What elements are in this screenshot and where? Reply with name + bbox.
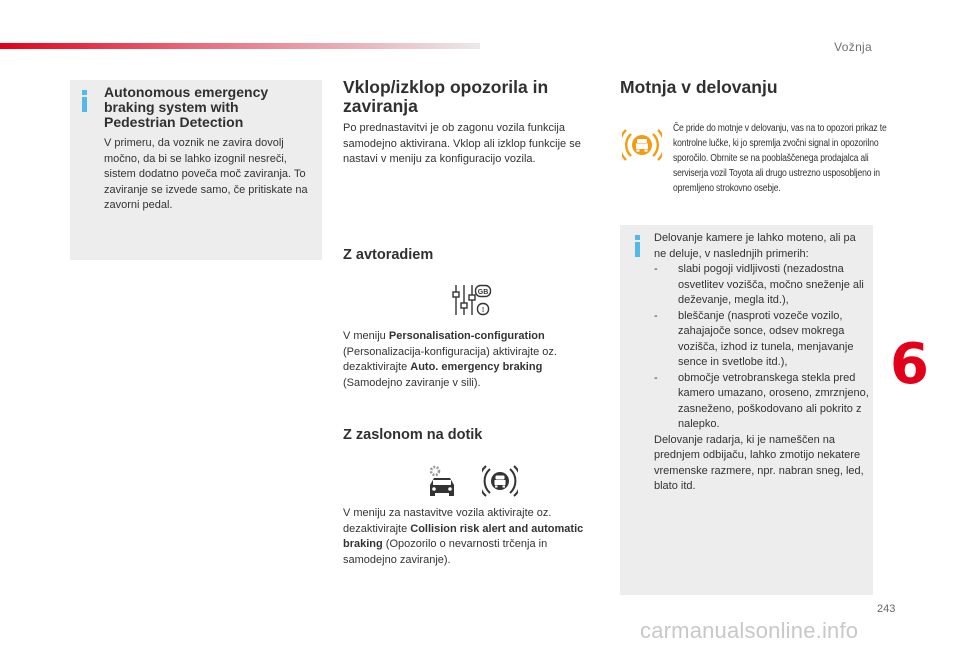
page-number: 243 (877, 603, 896, 615)
list-item (654, 309, 870, 371)
list-item-text: območje vetrobranskega stekla pred kamero umazano, oroseno, zmrznjeno, zasneženo, poškodovano ali pokrito z nalepko. (678, 371, 869, 430)
toggle-intro: Po prednastavitvi je ob zagonu vozila funkcija samodejno aktivirana. Vklop ali izklop funkcije se nastavi v meniju za konfiguracijo vozila. (343, 122, 581, 165)
badge-i: I (481, 306, 485, 314)
car-settings-icon (424, 463, 460, 497)
list-dash: - (654, 309, 658, 322)
list-dash: - (654, 263, 658, 275)
malfunction-warning-text: Če pride do motnje v delovanju, vas na to opozori prikaz te kontrolne lučke, ki jo spremlja zvočni signal in opozorilno sporočilo. Obrnite se na pooblaščenega prodajalca ali serviserja vozil Toyota ali drugo ustrezno usposobljeno in opremljeno strokovno osebje. (673, 123, 887, 194)
touch-text-2: (Opozorilo o nevarnosti trčenja in samodejno zaviranje). (343, 538, 548, 566)
camera-intro: Delovanje kamere je lahko moteno, ali pa ne deluje, v naslednjih primerih: (654, 232, 856, 260)
info-box-aeb (70, 80, 322, 260)
header-color-bar (0, 43, 480, 49)
radio-text-1: V meniju (343, 330, 389, 342)
radio-instructions (343, 329, 593, 391)
collision-alert-icon (482, 465, 518, 497)
subtitle-touchscreen: Z zaslonom na dotik (343, 427, 483, 443)
chapter-number: 6 (890, 332, 929, 397)
watermark: carmanualsonline.info (640, 618, 859, 643)
section-title: Vožnja (834, 40, 872, 54)
subtitle-radio: Z avtoradiem (343, 247, 434, 263)
list-item-text: slabi pogoji vidljivosti (nezadostna osvetlitev vozišča, močno sneženje ali deževanje, megla itd.), (678, 263, 864, 306)
list-item (654, 371, 870, 433)
list-dash: - (654, 371, 658, 384)
touchscreen-instructions (343, 506, 591, 568)
radio-text-3: (Samodejno zaviranje v sili). (343, 376, 481, 389)
section-title-toggle: Vklop/izklop opozorila in zaviranja (343, 77, 549, 116)
radio-text-2: (Personalizacija-konfiguracija) aktivirajte oz. dezaktivirajte (343, 345, 557, 373)
info-box-camera (620, 225, 873, 595)
section-title-malfunction: Motnja v delovanju (620, 77, 778, 97)
touch-text-1: V meniju za nastavitve vozila aktivirajte oz. dezaktivirajte (343, 507, 552, 535)
settings-sliders-icon (451, 283, 493, 317)
radio-menu-name: Personalisation-configuration (388, 330, 545, 342)
info-icon (633, 235, 643, 257)
radar-note: Delovanje radarja, ki je nameščen na prednjem odbijaču, lahko zmotijo nekatere vremenske razmere, npr. nabran sneg, led, blato itd. (654, 433, 864, 492)
info-box-body: V primeru, da voznik ne zavira dovolj močno, da bi se lahko izognil nesreči, sistem dodatno poveča moč zaviranja. To zaviranje se izvede samo, če pritiskate na zavorni pedal. (104, 137, 308, 211)
camera-info-content (654, 231, 870, 495)
badge-gb: GB (477, 289, 489, 296)
radio-option-name: Auto. emergency braking (410, 361, 543, 373)
warning-light-icon (622, 128, 662, 162)
list-item-text: bleščanje (nasproti vozeče vozilo, zahajajoče sonce, odsev mokrega vozišča, izhod iz tunela, menjavanje sence in svetlobe itd.), (678, 309, 854, 368)
info-icon (80, 90, 90, 112)
info-box-title: Autonomous emergency braking system with Pedestrian Detection (104, 84, 269, 130)
list-item (654, 262, 870, 309)
touch-option-name: Collision risk alert and automatic braking (343, 522, 584, 550)
